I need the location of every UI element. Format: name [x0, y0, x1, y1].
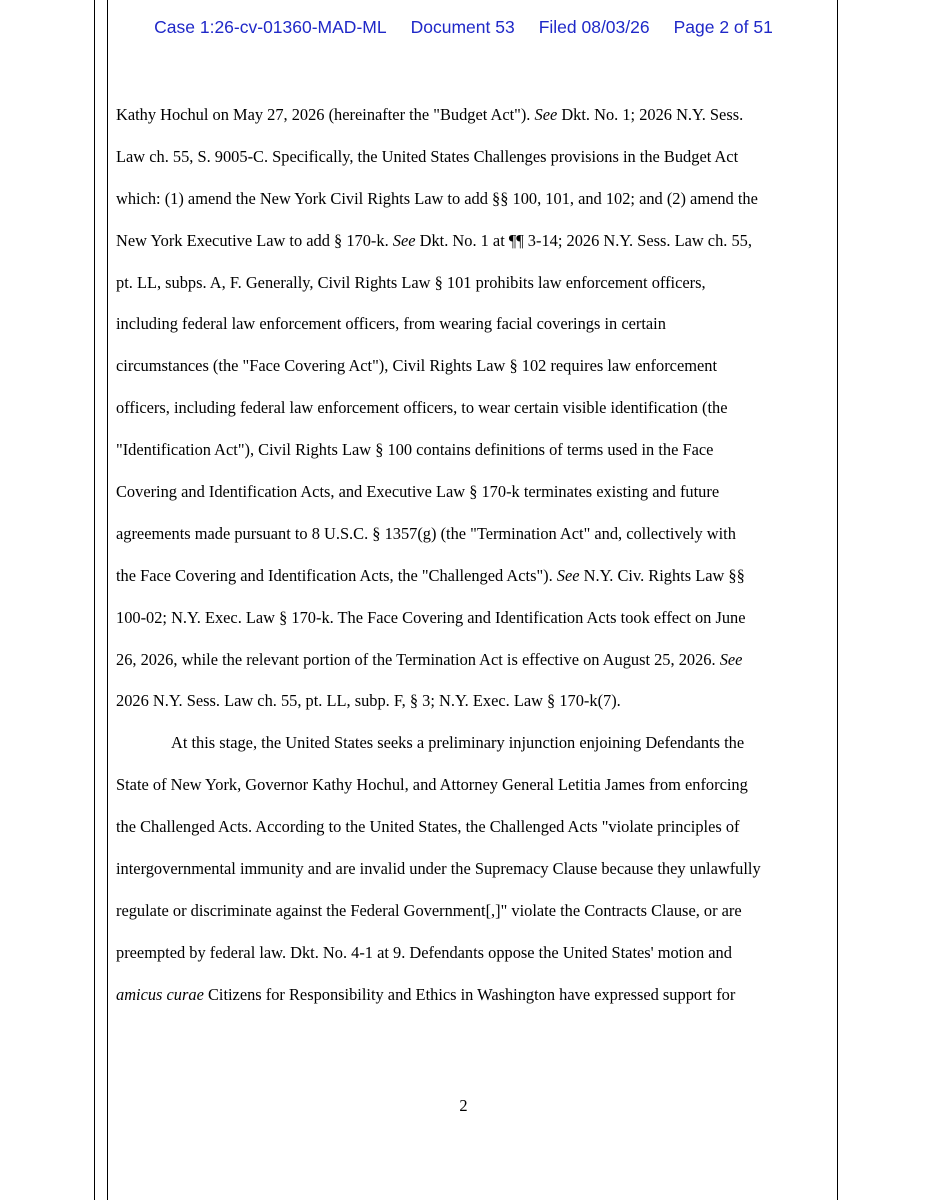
filed-date: Filed 08/03/26	[538, 17, 650, 37]
case-number: Case 1:26-cv-01360-MAD-ML	[154, 17, 387, 37]
text-line	[116, 848, 832, 890]
text-line	[116, 555, 832, 597]
text-line	[116, 303, 832, 345]
text-line	[116, 178, 832, 220]
text-run: Law ch. 55, S. 9005-C. Specifically, the United States Challenges provisions in the Budget Act	[116, 146, 739, 166]
text-run: N.Y. Civ. Rights Law §§	[579, 565, 745, 585]
text-line	[116, 262, 832, 304]
text-run: State of New York, Governor Kathy Hochul, and Attorney General Letitia James from enforcing	[116, 775, 748, 795]
left-margin-rule-inner	[107, 0, 108, 1200]
text-line	[116, 220, 832, 262]
text-run: 2026 N.Y. Sess. Law ch. 55, pt. LL, subp. F, § 3; N.Y. Exec. Law § 170-k(7).	[116, 691, 621, 711]
text-line	[116, 387, 832, 429]
page-number: 2	[459, 1096, 468, 1115]
text-line	[116, 722, 832, 764]
left-margin-rule-outer	[94, 0, 95, 1200]
text-run: officers, including federal law enforcement officers, to wear certain visible identification (the	[116, 398, 728, 418]
text-run: agreements made pursuant to 8 U.S.C. § 1357(g) (the "Termination Act" and, collectively with	[116, 523, 736, 543]
page-count: Page 2 of 51	[673, 17, 773, 37]
text-run: regulate or discriminate against the Federal Government[,]" violate the Contracts Clause, or are	[116, 900, 742, 920]
text-run: circumstances (the "Face Covering Act"), Civil Rights Law § 102 requires law enforcement	[116, 356, 717, 376]
italic-run: amicus curae	[116, 984, 204, 1004]
text-line	[116, 932, 832, 974]
text-run: the Challenged Acts. According to the United States, the Challenged Acts "violate principles of	[116, 817, 740, 837]
text-run: Citizens for Responsibility and Ethics in Washington have expressed support for	[203, 984, 736, 1004]
text-line	[116, 764, 832, 806]
ecf-filing-header	[0, 16, 927, 38]
text-line	[116, 429, 832, 471]
italic-run: See	[392, 230, 416, 250]
text-run: New York Executive Law to add § 170-k.	[116, 230, 393, 250]
text-line	[116, 597, 832, 639]
text-run: including federal law enforcement officers, from wearing facial coverings in certain	[116, 314, 666, 334]
italic-run: See	[534, 105, 558, 124]
text-line	[116, 345, 832, 387]
body-text	[116, 94, 832, 1016]
text-line	[116, 680, 832, 722]
text-run: 26, 2026, while the relevant portion of the Termination Act is effective on August 25, 2026.	[116, 649, 720, 669]
italic-run: See	[556, 565, 580, 585]
right-margin-rule	[837, 0, 838, 1200]
text-run: pt. LL, subps. A, F. Generally, Civil Rights Law § 101 prohibits law enforcement officers,	[116, 272, 706, 292]
text-run: 100-02; N.Y. Exec. Law § 170-k. The Face Covering and Identification Acts took effect on June	[116, 607, 746, 627]
text-line	[116, 513, 832, 555]
text-run: preempted by federal law. Dkt. No. 4-1 at 9. Defendants oppose the United States' motion and	[116, 942, 732, 962]
text-line	[116, 471, 832, 513]
text-line	[116, 94, 832, 136]
text-run: Covering and Identification Acts, and Executive Law § 170-k terminates existing and future	[116, 482, 720, 502]
text-line	[116, 806, 832, 848]
text-run: the Face Covering and Identification Acts, the "Challenged Acts").	[116, 565, 557, 585]
text-run: which: (1) amend the New York Civil Rights Law to add §§ 100, 101, and 102; and (2) amend the	[116, 188, 758, 208]
text-run: At this stage, the United States seeks a preliminary injunction enjoining Defendants the	[171, 733, 745, 753]
italic-run: See	[719, 649, 743, 669]
text-run: Kathy Hochul on May 27, 2026 (hereinafter the "Budget Act").	[116, 105, 535, 124]
text-line	[116, 890, 832, 932]
text-line	[116, 639, 832, 681]
text-line	[116, 136, 832, 178]
text-run: Dkt. No. 1; 2026 N.Y. Sess.	[557, 105, 744, 124]
document-number: Document 53	[410, 17, 515, 37]
text-line	[116, 974, 832, 1016]
text-run: intergovernmental immunity and are invalid under the Supremacy Clause because they unlawfully	[116, 859, 761, 879]
text-run: Dkt. No. 1 at ¶¶ 3-14; 2026 N.Y. Sess. Law ch. 55,	[415, 230, 752, 250]
text-run: "Identification Act"), Civil Rights Law § 100 contains definitions of terms used in the Face	[116, 440, 714, 460]
